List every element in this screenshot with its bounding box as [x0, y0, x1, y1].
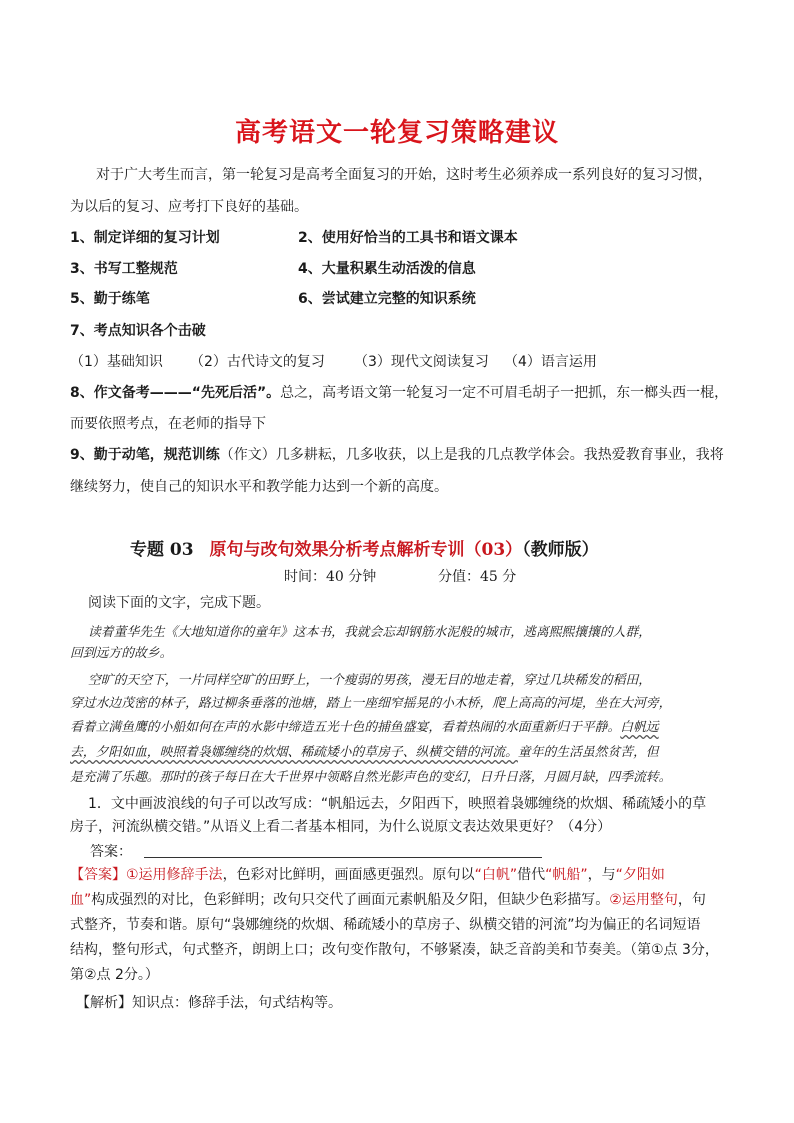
answer-text: ，与	[587, 867, 616, 883]
tip-8-heading: 8、作文备考———“先死后活”。	[70, 385, 281, 401]
tip-8-text: 总之，高考语文第一轮复习一定不可眉毛胡子一把抓，东一榔头西一棍，	[280, 385, 729, 401]
tip-9-line-1	[70, 448, 724, 462]
answer-tag: 【答案】	[70, 867, 126, 883]
answer-text: ，句	[677, 892, 706, 908]
passage-p2-line-4-text: 童年的生活虽然贫苦，但	[517, 745, 659, 760]
tip-1: 1、制定详细的复习计划	[70, 230, 220, 246]
tip-7: 7、考点知识各个击破	[70, 323, 206, 339]
analysis-tag: 【解析】	[76, 995, 132, 1011]
tip-8-line-1	[70, 386, 728, 400]
answer-quote: 血”	[70, 892, 92, 908]
topic-suffix: （教师版）	[522, 540, 599, 560]
passage-p2-line-3	[70, 716, 659, 735]
tip-3: 3、书写工整规范	[70, 261, 178, 277]
answer-label: 答案：	[90, 844, 132, 860]
answer-line-2	[70, 893, 706, 907]
tip-9-heading: 9、勤于动笔，规范训练	[70, 447, 220, 463]
answer-point-1: ①运用修辞手法	[126, 867, 223, 883]
passage-p2-line-1: 空旷的天空下，一片同样空旷的田野上，一个瘦弱的男孩，漫无目的地走着，穿过几块稀发的稻田，	[88, 673, 652, 688]
answer-text: 借代	[517, 867, 546, 883]
passage-p1-line-2: 回到远方的故乡。	[70, 646, 173, 661]
tip-4: 4、大量积累生动活泼的信息	[298, 261, 476, 277]
wavy-underlined-text-start: 白帆远	[620, 720, 659, 735]
reading-instruction: 阅读下面的文字，完成下题。	[88, 595, 270, 611]
page-title: 高考语文一轮复习策略建议	[234, 118, 559, 148]
answer-text: ，色彩对比鲜明，画面感更强烈。原句以	[222, 867, 475, 883]
answer-line-1	[70, 868, 665, 882]
question-line-1: 1．文中画波浪线的句子可以改写成：“帆船远去，夕阳西下，映照着袅娜缠绕的炊烟、稀疏矮小的草	[88, 796, 707, 812]
answer-text: 构成强烈的对比，色彩鲜明；改句只交代了画面元素帆船及夕阳，但缺少色彩描写。	[91, 892, 610, 908]
sub-item-2: （2）古代诗文的复习	[190, 354, 325, 370]
topic-heading	[130, 535, 599, 560]
passage-p2-line-2: 穿过水边茂密的林子，路过柳条垂落的池塘，踏上一座细窄摇晃的小木桥，爬上高高的河堤，坐在大河旁，	[70, 696, 672, 711]
wavy-underlined-text: 去，夕阳如血，映照着袅娜缠绕的炊烟、稀疏矮小的草房子、纵横交错的河流。	[70, 745, 518, 760]
tip-5: 5、勤于练笔	[70, 291, 150, 307]
intro-line-1: 对于广大考生而言，第一轮复习是高考全面复习的开始，这时考生必须养成一系列良好的复习习惯，	[96, 167, 712, 183]
passage-p2-line-3-text: 看着立满鱼鹰的小船如何在声的水影中缔造五光十色的捕鱼盛宴，看着热闹的水面重新归于平静。	[70, 720, 621, 735]
tip-8-line-2: 而要依照考点，在老师的指导下	[70, 416, 266, 432]
exam-time: 时间：40 分钟	[284, 569, 377, 585]
passage-p2-line-4	[70, 741, 659, 760]
answer-quote: “白帆”	[474, 867, 518, 883]
answer-point-2: ②运用整句	[609, 892, 678, 908]
question-line-2: 房子，河流纵横交错。”从语义上看二者基本相同，为什么说原文表达效果更好？（4分）	[70, 819, 612, 835]
answer-quote: “帆船”	[545, 867, 588, 883]
passage-p2-line-5: 是充满了乐趣。那时的孩子每日在大千世界中领略自然光影声色的变幻，日升日落，月圆月缺，四季流转。	[70, 770, 672, 785]
answer-blank-line[interactable]	[144, 857, 542, 858]
answer-line-3: 式整齐，节奏和谐。原句“袅娜缠绕的炊烟、稀疏矮小的草房子、纵横交错的河流”均为偏正的名词短语	[70, 917, 701, 933]
tip-6: 6、尝试建立完整的知识系统	[298, 291, 476, 307]
answer-quote: “夕阳如	[615, 867, 665, 883]
tip-2: 2、使用好恰当的工具书和语文课本	[298, 230, 518, 246]
passage-p1-line-1: 读着董华先生《大地知道你的童年》这本书，我就会忘却钢筋水泥般的城市，逃离熙熙攘攘的人群，	[88, 625, 652, 640]
analysis-text: 知识点：修辞手法，句式结构等。	[132, 995, 342, 1011]
intro-line-2: 为以后的复习、应考打下良好的基础。	[70, 199, 308, 215]
exam-score: 分值：45 分	[438, 569, 517, 585]
answer-line-5: 第②点 2分。）	[70, 967, 159, 983]
topic-prefix: 专题 03	[130, 540, 194, 560]
analysis-line	[76, 996, 342, 1010]
tip-9-line-2: 继续努力，使自己的知识水平和教学能力达到一个新的高度。	[70, 479, 448, 495]
sub-item-1: （1）基础知识	[70, 354, 163, 370]
sub-item-4: （4）语言运用	[504, 354, 597, 370]
sub-item-3: （3）现代文阅读复习	[354, 354, 489, 370]
tip-9-text: （作文）几多耕耘，几多收获，以上是我的几点教学体会。我热爱教育事业，我将	[219, 447, 724, 463]
topic-title: 原句与改句效果分析考点解析专训（03）	[209, 540, 523, 560]
answer-line-4: 结构，整句形式，句式整齐，朗朗上口；改句变作散句，不够紧凑，缺乏音韵美和节奏美。（第①点 3分，	[70, 942, 719, 958]
